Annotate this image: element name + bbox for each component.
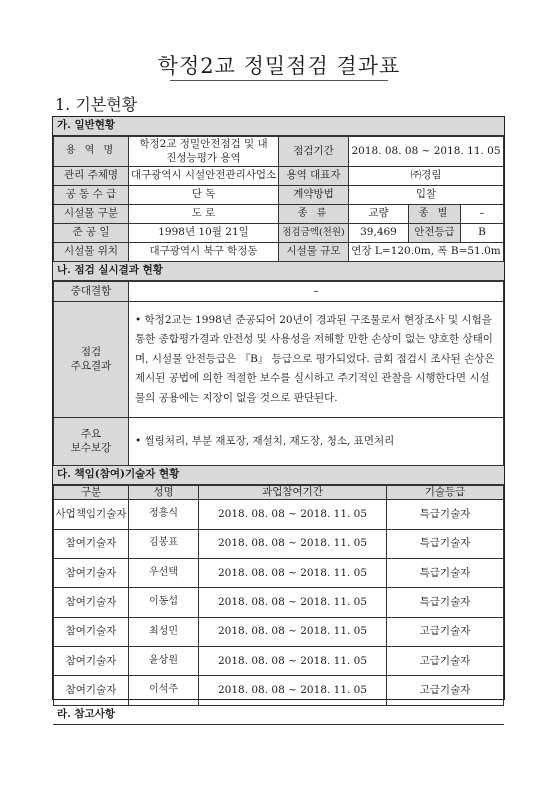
repair-label: 주요 보수보강	[54, 418, 129, 466]
type-value: 교량	[349, 205, 409, 224]
general-heading: 가. 일반현황	[53, 117, 504, 136]
engineer-role: 사업책임기술자	[54, 500, 129, 529]
engineer-grade: 특급기술자	[387, 500, 504, 529]
service-name-label: 용 역 명	[54, 137, 129, 167]
col-header-period: 과업참여기간	[199, 486, 387, 500]
cost-value: 39,469	[349, 224, 409, 243]
cost-label: 점검금액(천원)	[279, 224, 349, 243]
engineer-name: 이석주	[129, 676, 199, 705]
class-label: 시설물 구분	[54, 205, 129, 224]
table-row	[54, 500, 504, 529]
agency-value: 대구광역시 시설안전관리사업소	[129, 167, 279, 186]
remarks-heading: 라. 참고사항	[53, 706, 504, 725]
document-title: 학정2교 정밀점검 결과표	[157, 54, 401, 78]
engineer-grade: 고급기술자	[387, 647, 504, 676]
kind-value: –	[461, 205, 504, 224]
engineer-period: 2018. 08. 08 ~ 2018. 11. 05	[199, 500, 387, 529]
contract-value: 단 독	[129, 186, 279, 205]
method-label: 계약방법	[279, 186, 349, 205]
engineer-name: 김봉표	[129, 529, 199, 558]
results-heading: 나. 점검 실시결과 현황	[53, 262, 504, 281]
completion-label: 준 공 일	[54, 224, 129, 243]
engineer-role: 참여기술자	[54, 617, 129, 646]
engineer-grade: 고급기술자	[387, 676, 504, 705]
engineer-role: 참여기술자	[54, 558, 129, 587]
engineer-period: 2018. 08. 08 ~ 2018. 11. 05	[199, 617, 387, 646]
col-header-role: 구분	[54, 486, 129, 500]
section-heading: 1. 기본현황	[55, 95, 138, 114]
location-value: 대구광역시 북구 학정동	[129, 243, 279, 262]
location-label: 시설물 위치	[54, 243, 129, 262]
engineer-name: 이동섭	[129, 588, 199, 617]
engineer-period: 2018. 08. 08 ~ 2018. 11. 05	[199, 558, 387, 587]
engineer-grade: 특급기술자	[387, 529, 504, 558]
title-underline	[170, 80, 388, 81]
defect-label: 중대결함	[54, 282, 129, 302]
grade-value: B	[461, 224, 504, 243]
scale-value: 연장 L=120.0m, 폭 B=51.0m	[349, 243, 504, 262]
engineer-role: 참여기술자	[54, 676, 129, 705]
engineer-period: 2018. 08. 08 ~ 2018. 11. 05	[199, 529, 387, 558]
service-name-value: 학정2교 정밀안전점검 및 내진성능평가 용역	[129, 137, 279, 167]
rep-label: 용역 대표자	[279, 167, 349, 186]
repair-text: • 씰링처리, 부분 재포장, 재설치, 재도장, 청소, 표면처리	[129, 418, 504, 466]
engineer-grade: 특급기술자	[387, 588, 504, 617]
rep-value: ㈜경림	[349, 167, 504, 186]
engineer-role: 참여기술자	[54, 647, 129, 676]
general-table	[53, 136, 504, 262]
table-row	[54, 647, 504, 676]
contract-label: 공 동 수 급	[54, 186, 129, 205]
results-table	[53, 281, 504, 466]
method-value: 입찰	[349, 186, 504, 205]
engineer-name: 정흥식	[129, 500, 199, 529]
defect-value: –	[129, 282, 504, 302]
engineer-period: 2018. 08. 08 ~ 2018. 11. 05	[199, 588, 387, 617]
engineers-table	[53, 485, 504, 706]
col-header-name: 성명	[129, 486, 199, 500]
type-label: 종 류	[279, 205, 349, 224]
scale-label: 시설물 규모	[279, 243, 349, 262]
engineer-period: 2018. 08. 08 ~ 2018. 11. 05	[199, 647, 387, 676]
table-row	[54, 558, 504, 587]
completion-value: 1998년 10월 21일	[129, 224, 279, 243]
class-value: 도 로	[129, 205, 279, 224]
table-row	[54, 676, 504, 705]
engineer-grade: 특급기술자	[387, 558, 504, 587]
period-label: 점검기간	[279, 137, 349, 167]
table-row	[54, 529, 504, 558]
engineers-heading: 다. 책임(참여)기술자 현황	[53, 466, 504, 485]
engineer-period: 2018. 08. 08 ~ 2018. 11. 05	[199, 676, 387, 705]
grade-label: 안전등급	[409, 224, 461, 243]
engineer-grade: 고급기술자	[387, 617, 504, 646]
main-result-text: • 학정2교는 1998년 준공되어 20년이 경과된 구조물로서 현장조사 및 시험을 통한 종합평가결과 안전성 및 사용성을 저해할 만한 손상이 없는 양호한 상태이며, 시설물 안전등급은 『B』 등급으로 평가되었다. 금회 점검시 조사된 손상은 제시된 공법에 의한 적절한 보수를 실시하고 주기적인 관찰을 시행한다면 시설물의 공용에는 지장이 없을 것으로 판단된다.	[129, 302, 504, 418]
period-value: 2018. 08. 08 ~ 2018. 11. 05	[349, 137, 504, 167]
kind-label: 종 별	[409, 205, 461, 224]
main-result-label: 점검 주요결과	[54, 302, 129, 418]
engineers-rows	[54, 500, 504, 706]
engineer-name: 최성민	[129, 617, 199, 646]
engineer-role: 참여기술자	[54, 529, 129, 558]
engineer-name: 우선택	[129, 558, 199, 587]
result-sheet	[52, 116, 505, 720]
col-header-grade: 기술등급	[387, 486, 504, 500]
engineer-role: 참여기술자	[54, 588, 129, 617]
agency-label: 관리 주체명	[54, 167, 129, 186]
engineer-name: 윤상원	[129, 647, 199, 676]
table-row	[54, 617, 504, 646]
table-row	[54, 588, 504, 617]
